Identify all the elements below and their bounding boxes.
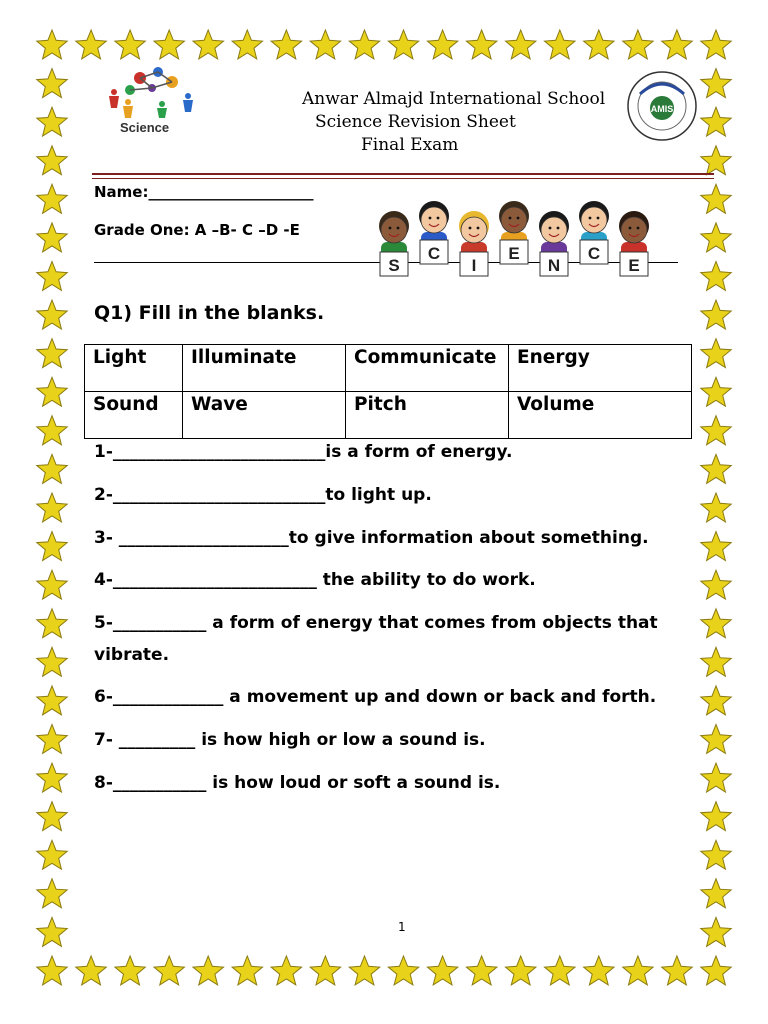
star-icon (349, 956, 379, 985)
star-icon (701, 609, 731, 638)
star-icon (701, 532, 731, 561)
star-icon (37, 223, 67, 252)
science-letter: E (508, 244, 520, 263)
star-icon (37, 609, 67, 638)
star-icon (701, 262, 731, 291)
science-logo (100, 60, 210, 136)
star-icon (427, 30, 457, 59)
star-icon (701, 300, 731, 329)
star-icon (37, 184, 67, 213)
star-icon (623, 30, 653, 59)
table-cell: Wave (183, 392, 346, 439)
star-icon (466, 956, 497, 985)
star-icon (37, 802, 67, 831)
star-icon (37, 262, 67, 291)
star-icon (37, 956, 67, 985)
grade-line: Grade One: A –B- C –D -E (94, 221, 300, 239)
header-rule (92, 173, 714, 179)
star-icon (37, 725, 67, 754)
star-icon (193, 956, 224, 985)
star-icon (37, 146, 67, 175)
star-icon (37, 69, 67, 98)
name-field: Name:______________________ (94, 183, 314, 201)
star-icon (701, 184, 731, 213)
star-icon (388, 956, 418, 985)
question-item-6: 6-_____________ a movement up and down or back and forth. (94, 687, 657, 707)
question-item-3: 3- ____________________to give information about something. (94, 528, 649, 548)
sheet-title: Science Revision Sheet (315, 112, 516, 132)
star-icon (701, 917, 731, 946)
star-icon (701, 107, 731, 136)
star-icon (115, 30, 145, 59)
question-title: Q1) Fill in the blanks. (94, 302, 325, 324)
kid-figure (419, 201, 449, 264)
star-icon (545, 30, 576, 59)
question-item-2: 2-_________________________to light up. (94, 485, 432, 505)
question-item-7: 7- _________ is how high or low a sound is. (94, 730, 486, 750)
star-icon (349, 30, 379, 59)
table-cell: Illuminate (183, 345, 346, 392)
star-icon (232, 30, 262, 59)
table-cell: Communicate (346, 345, 509, 392)
star-icon (154, 956, 184, 985)
kid-figure (459, 211, 489, 276)
page-number: 1 (398, 920, 406, 934)
star-icon (115, 956, 145, 985)
kid-figure (579, 201, 609, 264)
table-row (85, 392, 692, 439)
kid-figure (379, 211, 409, 276)
star-icon (701, 339, 731, 368)
star-icon (701, 763, 731, 792)
question-item-1: 1-_________________________is a form of energy. (94, 442, 513, 462)
star-icon (37, 532, 67, 561)
science-letter: I (471, 256, 477, 275)
school-header (200, 88, 620, 157)
star-icon (701, 840, 731, 869)
table-cell: Light (85, 345, 183, 392)
star-icon (37, 686, 67, 715)
star-icon (701, 454, 731, 483)
star-icon (701, 223, 731, 252)
star-icon (271, 30, 302, 59)
star-icon (701, 69, 731, 98)
star-icon (271, 956, 302, 985)
table-cell: Sound (85, 392, 183, 439)
star-icon (37, 763, 67, 792)
star-icon (584, 30, 614, 59)
star-icon (37, 879, 67, 908)
star-icon (701, 647, 731, 676)
star-icon (701, 725, 731, 754)
star-icon (662, 956, 693, 985)
star-icon (701, 956, 731, 985)
science-letter: S (388, 256, 400, 275)
star-icon (76, 30, 107, 59)
table-row (85, 345, 692, 392)
star-icon (154, 30, 184, 59)
science-letter: N (547, 256, 561, 275)
star-icon (37, 30, 67, 59)
science-letter: C (427, 244, 441, 263)
exam-title: Final Exam (361, 135, 459, 155)
school-name: Anwar Almajd International School (302, 89, 606, 109)
school-seal-logo (626, 70, 698, 142)
star-icon (506, 30, 536, 59)
star-icon (427, 956, 457, 985)
kid-figure (499, 201, 529, 264)
star-icon (37, 300, 67, 329)
star-icon (193, 30, 224, 59)
science-letter: E (628, 256, 640, 275)
science-letter: C (587, 244, 601, 263)
star-icon (584, 956, 614, 985)
table-cell: Energy (509, 345, 692, 392)
question-item-5: 5-___________ a form of energy that comes from objects that vibrate. (94, 613, 658, 665)
star-icon (232, 956, 262, 985)
kid-figure (539, 211, 569, 276)
star-icon (37, 339, 67, 368)
star-icon (37, 493, 67, 522)
star-icon (701, 570, 731, 599)
star-icon (466, 30, 497, 59)
star-icon (701, 146, 731, 175)
star-icon (506, 956, 536, 985)
star-icon (37, 377, 67, 406)
star-icon (388, 30, 418, 59)
word-bank-table (84, 344, 692, 439)
kid-figure (619, 211, 649, 276)
question-item-4: 4-________________________ the ability to do work. (94, 570, 536, 590)
star-icon (37, 917, 67, 946)
star-icon (701, 377, 731, 406)
star-icon (701, 30, 731, 59)
table-cell: Pitch (346, 392, 509, 439)
star-icon (37, 416, 67, 445)
star-icon (701, 493, 731, 522)
star-icon (37, 647, 67, 676)
question-item-8: 8-___________ is how loud or soft a sound is. (94, 773, 501, 793)
star-icon (310, 956, 340, 985)
star-icon (545, 956, 576, 985)
table-cell: Volume (509, 392, 692, 439)
star-icon (76, 956, 107, 985)
star-icon (701, 686, 731, 715)
star-icon (37, 840, 67, 869)
star-icon (37, 570, 67, 599)
star-icon (701, 879, 731, 908)
school-seal-text: AMIS (650, 104, 674, 114)
star-icon (37, 454, 67, 483)
star-icon (310, 30, 340, 59)
star-icon (701, 416, 731, 445)
science-kids-illustration (372, 200, 656, 282)
star-icon (701, 802, 731, 831)
star-icon (37, 107, 67, 136)
star-icon (662, 30, 693, 59)
science-logo-text: Science (120, 120, 170, 135)
star-icon (623, 956, 653, 985)
